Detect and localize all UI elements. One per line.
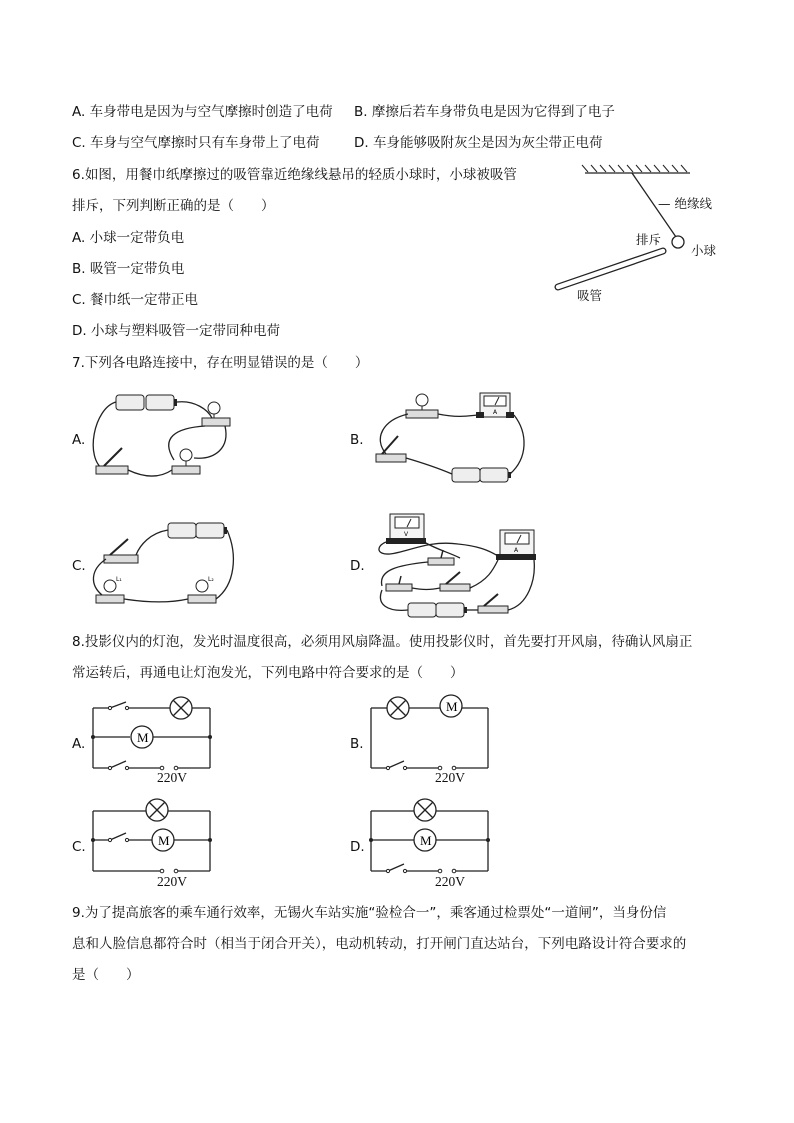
motor-a	[131, 726, 153, 748]
q8-d-voltage: 220V	[435, 874, 465, 889]
lamp-b	[387, 697, 409, 719]
q7-label-d: D.	[350, 558, 365, 574]
voltmeter-d	[386, 514, 426, 544]
ammeter-letter: A	[493, 409, 498, 416]
q6-stem-line1: 6.如图，用餐巾纸摩擦过的吸管靠近绝缘线悬吊的轻质小球时，小球被吸管	[72, 167, 517, 183]
q9-stem-line1: 9.为了提高旅客的乘车通行效率，无锡火车站实施“验检合一”，乘客通过检票处“一道闸”，当身份信	[72, 905, 667, 921]
motor-c-letter: M	[158, 833, 170, 848]
q6-label-straw: 吸管	[577, 288, 603, 303]
switch-d2	[478, 594, 508, 613]
q9-stem-line3: 是（ ）	[72, 967, 140, 983]
q8-stem-line1: 8.投影仪内的灯泡，发光时温度很高，必须用风扇降温。使用投影仪时，首先要打开风扇，待确认风扇正	[72, 634, 693, 650]
motor-d-letter: M	[420, 833, 432, 848]
motor-c	[152, 829, 174, 851]
q6-label-repel: 排斥	[636, 232, 662, 247]
bulb-top	[202, 402, 230, 426]
ammeter-d-letter: A	[514, 547, 519, 554]
q6-option-b: B. 吸管一定带负电	[72, 261, 185, 277]
switch-main	[110, 761, 126, 768]
battery-b	[452, 468, 511, 482]
motor-b	[440, 695, 462, 717]
motor-b-letter: M	[446, 699, 458, 714]
q5-option-c: C. 车身与空气摩擦时只有车身带上了电荷	[72, 135, 320, 151]
q8-a-voltage: 220V	[157, 770, 187, 785]
motor-a-letter: M	[137, 730, 149, 745]
q7-circuit-d	[368, 510, 558, 622]
q5-option-b: B. 摩擦后若车身带负电是因为它得到了电子	[354, 104, 615, 120]
q6-option-c: C. 餐巾纸一定带正电	[72, 292, 199, 308]
bulb-l2	[188, 576, 216, 603]
q8-c-voltage: 220V	[157, 874, 187, 889]
q6-option-d: D. 小球与塑料吸管一定带同种电荷	[72, 323, 280, 339]
q8-label-d: D.	[350, 839, 365, 855]
lamp-d	[414, 799, 436, 821]
q7-stem: 7.下列各电路连接中，存在明显错误的是（ ）	[72, 355, 369, 371]
q5-option-d: D. 车身能够吸附灰尘是因为灰尘带正电荷	[354, 135, 603, 151]
switch-c	[104, 539, 138, 563]
q7-label-a: A.	[72, 432, 86, 448]
q8-stem-line2: 常运转后，再通电让灯泡发光，下列电路中符合要求的是（ ）	[72, 665, 464, 681]
q6-label-ball: 小球	[691, 243, 717, 258]
q8-b-voltage: 220V	[435, 770, 465, 785]
bulb-label-l2: L₂	[208, 576, 214, 583]
q8-circuit-b	[368, 694, 493, 779]
switch-d1	[440, 572, 470, 591]
battery-d	[408, 603, 467, 617]
q9-stem-line2: 息和人脸信息都符合时（相当于闭合开关），电动机转动，打开闸门直达站台，下列电路设计符合要求的	[72, 936, 687, 952]
q8-circuit-d	[368, 797, 493, 882]
ammeter-b	[476, 393, 514, 418]
q7-label-c: C.	[72, 558, 86, 574]
straw	[558, 251, 663, 287]
battery-pack	[116, 395, 177, 410]
ball	[672, 236, 684, 248]
q7-circuit-c	[90, 515, 240, 615]
bulb-bottom	[172, 449, 200, 474]
motor-d	[414, 829, 436, 851]
q7-circuit-b	[368, 388, 528, 488]
q8-label-b: B.	[350, 736, 364, 752]
bulb-d2	[386, 576, 412, 591]
lamp-c	[146, 799, 168, 821]
battery-c	[168, 523, 227, 538]
q7-label-b: B.	[350, 432, 364, 448]
switch-a	[96, 448, 128, 474]
voltmeter-letter: V	[404, 531, 409, 538]
q6-option-a: A. 小球一定带负电	[72, 230, 185, 246]
ammeter-d	[496, 530, 536, 560]
ceiling-hatch	[582, 165, 687, 172]
q6-label-insulating-thread: — 绝缘线	[658, 196, 712, 211]
bulb-b	[406, 394, 438, 418]
q8-circuit-c	[90, 797, 215, 882]
q8-label-a: A.	[72, 736, 86, 752]
bulb-label-l1: L₁	[116, 576, 122, 583]
q5-option-a: A. 车身带电是因为与空气摩擦时创造了电荷	[72, 104, 333, 120]
lamp-a	[170, 697, 192, 719]
q7-circuit-a	[90, 388, 240, 488]
bulb-d1	[428, 550, 454, 565]
q8-label-c: C.	[72, 839, 86, 855]
q8-circuit-a	[90, 694, 215, 779]
bulb-l1	[96, 576, 124, 603]
q6-stem-line2: 排斥，下列判断正确的是（ ）	[72, 198, 275, 214]
switch-lamp	[110, 702, 126, 708]
